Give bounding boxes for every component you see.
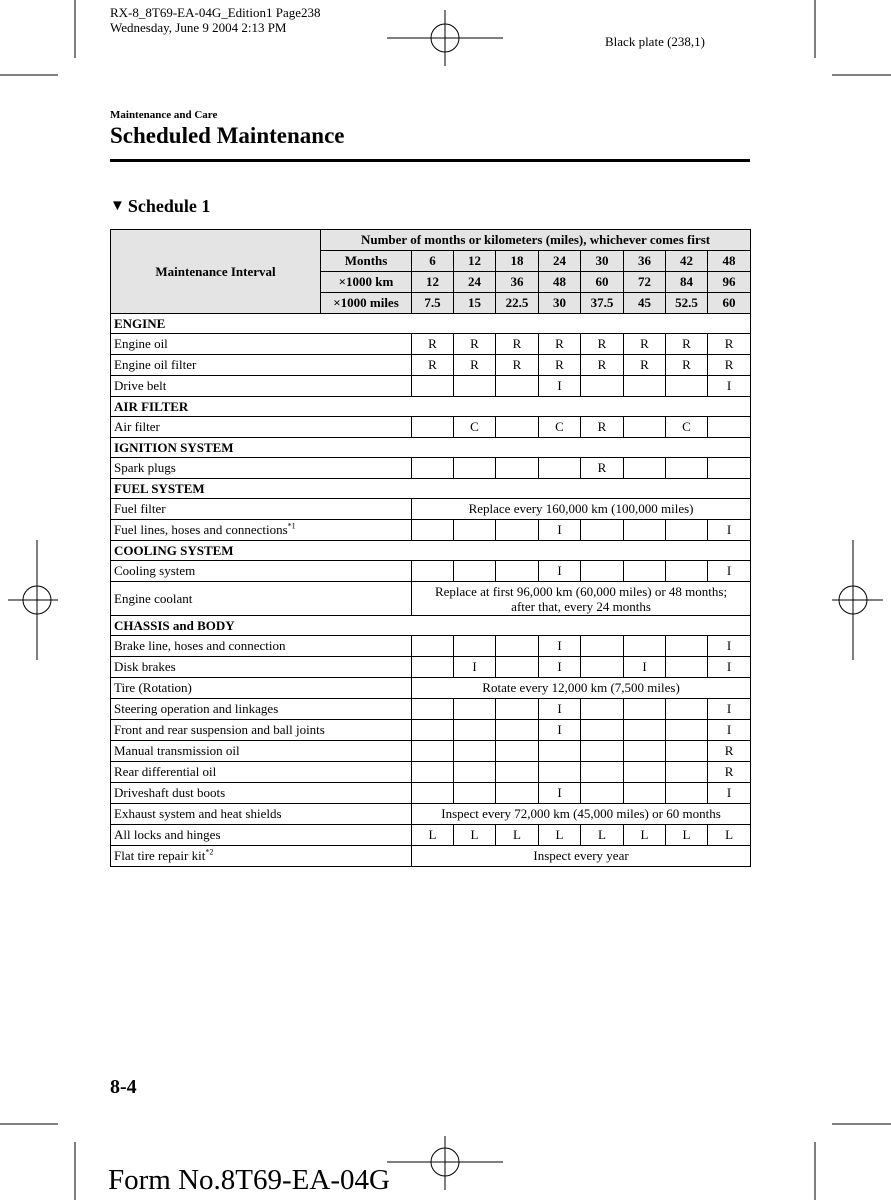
schedule-cell: R: [666, 334, 708, 355]
maintenance-item-label: Manual transmission oil: [114, 743, 240, 758]
schedule-cell: [624, 699, 666, 720]
schedule-cell: [666, 699, 708, 720]
maintenance-table: [110, 229, 751, 867]
schedule-cell: L: [454, 825, 496, 846]
schedule-cell: [708, 417, 751, 438]
interval-note-text: Replace every 160,000 km (100,000 miles): [468, 501, 694, 516]
schedule-cell: [581, 762, 624, 783]
schedule-cell: [454, 762, 496, 783]
maintenance-item-label: Fuel lines, hoses and connections: [114, 522, 288, 537]
maintenance-item-label: Engine coolant: [114, 590, 193, 606]
schedule-cell: [666, 561, 708, 582]
schedule-cell: [454, 376, 496, 397]
schedule-cell: [412, 376, 454, 397]
table-row: [111, 804, 751, 825]
maintenance-item-label: Air filter: [114, 419, 160, 434]
schedule-cell: [454, 561, 496, 582]
table-row: [111, 741, 751, 762]
maintenance-item: [111, 417, 412, 438]
category-label: AIR FILTER: [111, 397, 751, 417]
schedule-cell: [496, 376, 539, 397]
header-value: 42: [666, 251, 708, 272]
header-value: 48: [539, 272, 581, 293]
schedule-cell: R: [708, 741, 751, 762]
schedule-cell: R: [496, 334, 539, 355]
print-file-name: RX-8_8T69-EA-04G_Edition1 Page238: [110, 5, 321, 20]
schedule-cell: R: [454, 334, 496, 355]
schedule-cell: [412, 762, 454, 783]
schedule-heading: [110, 196, 210, 217]
print-timestamp: Wednesday, June 9 2004 2:13 PM: [110, 20, 287, 35]
schedule-cell: [496, 720, 539, 741]
schedule-cell: L: [666, 825, 708, 846]
schedule-cell: [581, 783, 624, 804]
schedule-cell: [581, 657, 624, 678]
schedule-cell: [412, 657, 454, 678]
schedule-cell: R: [454, 355, 496, 376]
title-divider: [110, 159, 750, 162]
schedule-cell: [581, 561, 624, 582]
schedule-cell: [581, 376, 624, 397]
table-row: [111, 458, 751, 479]
schedule-cell: [454, 699, 496, 720]
category-row: [111, 616, 751, 636]
schedule-cell: I: [539, 699, 581, 720]
schedule-cell: [412, 417, 454, 438]
header-value: 37.5: [581, 293, 624, 314]
schedule-cell: [496, 417, 539, 438]
plate-label: Black plate (238,1): [605, 34, 705, 49]
schedule-cell: L: [539, 825, 581, 846]
category-row: [111, 541, 751, 561]
footnote-marker: *2: [205, 847, 214, 857]
header-row-label: ×1000 km: [321, 272, 412, 293]
schedule-cell: [624, 458, 666, 479]
schedule-cell: R: [708, 355, 751, 376]
maintenance-item-label: Spark plugs: [114, 460, 176, 475]
category-row: [111, 397, 751, 417]
interval-note-text: Replace at first 96,000 km (60,000 miles) or 48 months;: [434, 583, 728, 599]
schedule-cell: R: [581, 334, 624, 355]
schedule-cell: I: [539, 561, 581, 582]
schedule-cell: I: [539, 783, 581, 804]
schedule-cell: [581, 699, 624, 720]
schedule-cell: [624, 561, 666, 582]
schedule-cell: [454, 520, 496, 541]
category-label: IGNITION SYSTEM: [111, 438, 751, 458]
schedule-cell: [624, 741, 666, 762]
header-value: 22.5: [496, 293, 539, 314]
schedule-cell: [412, 636, 454, 657]
header-value: 36: [624, 251, 666, 272]
maintenance-item: [111, 657, 412, 678]
schedule-cell: R: [539, 334, 581, 355]
category-label: CHASSIS and BODY: [111, 616, 751, 636]
table-row: [111, 720, 751, 741]
interval-note: [412, 678, 751, 699]
schedule-cell: [454, 783, 496, 804]
schedule-cell: [666, 636, 708, 657]
maintenance-item-label: Drive belt: [114, 378, 167, 393]
schedule-cell: [496, 520, 539, 541]
category-label: FUEL SYSTEM: [111, 479, 751, 499]
schedule-cell: I: [539, 520, 581, 541]
triangle-down-icon: ▼: [110, 198, 125, 214]
schedule-cell: [496, 636, 539, 657]
interval-note: [412, 804, 751, 825]
header-value: 24: [454, 272, 496, 293]
maintenance-item: [111, 762, 412, 783]
schedule-cell: R: [624, 355, 666, 376]
interval-top-header: Number of months or kilometers (miles), whichever comes first: [321, 230, 751, 251]
header-value: 24: [539, 251, 581, 272]
maintenance-item-label: Exhaust system and heat shields: [114, 806, 282, 821]
page-title: Scheduled Maintenance: [110, 123, 345, 148]
schedule-cell: [624, 636, 666, 657]
schedule-cell: [666, 520, 708, 541]
schedule-cell: I: [454, 657, 496, 678]
page-number: 8-4: [110, 1076, 137, 1098]
maintenance-item: [111, 636, 412, 657]
schedule-cell: [412, 741, 454, 762]
schedule-cell: [581, 520, 624, 541]
maintenance-item: [111, 458, 412, 479]
schedule-cell: I: [539, 636, 581, 657]
table-row: [111, 825, 751, 846]
schedule-cell: [581, 741, 624, 762]
maintenance-item-label: Engine oil: [114, 336, 168, 351]
schedule-cell: R: [581, 417, 624, 438]
maintenance-item-label: Engine oil filter: [114, 357, 197, 372]
table-row: [111, 520, 751, 541]
header-value: 12: [454, 251, 496, 272]
table-row: [111, 699, 751, 720]
schedule-cell: [666, 458, 708, 479]
table-header: [111, 230, 751, 314]
schedule-cell: C: [539, 417, 581, 438]
maintenance-item: [111, 804, 412, 825]
schedule-cell: [539, 741, 581, 762]
form-number: Form No.8T69-EA-04G: [108, 1164, 390, 1196]
maintenance-item: [111, 699, 412, 720]
category-label: ENGINE: [111, 314, 751, 334]
schedule-cell: R: [412, 334, 454, 355]
schedule-cell: [412, 783, 454, 804]
header-row-label: Months: [321, 251, 412, 272]
header-value: 18: [496, 251, 539, 272]
schedule-cell: L: [412, 825, 454, 846]
maintenance-item: [111, 741, 412, 762]
category-row: [111, 314, 751, 334]
table-row: [111, 762, 751, 783]
table-row: [111, 678, 751, 699]
maintenance-item-label: Tire (Rotation): [114, 680, 192, 695]
schedule-cell: I: [624, 657, 666, 678]
schedule-cell: I: [708, 699, 751, 720]
table-row: [111, 582, 751, 616]
maintenance-item-label: Front and rear suspension and ball joints: [114, 722, 325, 737]
header-value: 30: [539, 293, 581, 314]
maintenance-item-label: Fuel filter: [114, 501, 166, 516]
schedule-cell: R: [539, 355, 581, 376]
header-value: 6: [412, 251, 454, 272]
interval-note: [412, 582, 751, 616]
table-row: [111, 376, 751, 397]
schedule-cell: I: [708, 657, 751, 678]
schedule-cell: [624, 720, 666, 741]
maintenance-item: [111, 376, 412, 397]
schedule-cell: [496, 657, 539, 678]
schedule-cell: L: [624, 825, 666, 846]
schedule-cell: [496, 561, 539, 582]
schedule-cell: I: [539, 657, 581, 678]
interval-note-text: Rotate every 12,000 km (7,500 miles): [482, 680, 680, 695]
maintenance-item-label: Driveshaft dust boots: [114, 785, 226, 800]
schedule-cell: [412, 561, 454, 582]
table-body: [111, 314, 751, 867]
schedule-cell: [496, 783, 539, 804]
schedule-cell: [496, 458, 539, 479]
schedule-cell: [666, 376, 708, 397]
schedule-cell: I: [708, 520, 751, 541]
header-value: 96: [708, 272, 751, 293]
maintenance-item-label: Cooling system: [114, 563, 196, 578]
schedule-cell: I: [708, 376, 751, 397]
schedule-cell: [496, 762, 539, 783]
schedule-cell: [708, 458, 751, 479]
maintenance-item-label: Disk brakes: [114, 659, 176, 674]
schedule-cell: [539, 762, 581, 783]
schedule-cell: [666, 741, 708, 762]
maintenance-item: [111, 334, 412, 355]
header-value: 60: [708, 293, 751, 314]
header-value: 48: [708, 251, 751, 272]
interval-note-text: Inspect every 72,000 km (45,000 miles) or 60 months: [441, 806, 721, 821]
schedule-cell: [624, 762, 666, 783]
interval-note-text: Inspect every year: [533, 848, 629, 863]
maintenance-item: [111, 355, 412, 376]
header-value: 84: [666, 272, 708, 293]
header-value: 30: [581, 251, 624, 272]
header-value: 60: [581, 272, 624, 293]
table-row: [111, 355, 751, 376]
schedule-cell: L: [496, 825, 539, 846]
maintenance-item-label: Brake line, hoses and connection: [114, 638, 286, 653]
category-label: COOLING SYSTEM: [111, 541, 751, 561]
schedule-cell: [624, 520, 666, 541]
schedule-cell: [666, 720, 708, 741]
maintenance-item-label: Rear differential oil: [114, 764, 217, 779]
table-row: [111, 783, 751, 804]
maintenance-item: [111, 678, 412, 699]
schedule-cell: R: [581, 355, 624, 376]
schedule-cell: [624, 376, 666, 397]
interval-note: [412, 499, 751, 520]
maintenance-item-label: Flat tire repair kit: [114, 848, 206, 863]
schedule-cell: [496, 699, 539, 720]
schedule-cell: [581, 720, 624, 741]
schedule-cell: [581, 636, 624, 657]
schedule-cell: L: [708, 825, 751, 846]
table-row: [111, 561, 751, 582]
interval-note: [412, 846, 751, 867]
interval-note-text: after that, every 24 months: [511, 598, 651, 614]
section-label: Maintenance and Care: [110, 109, 218, 121]
header-value: 36: [496, 272, 539, 293]
table-row: [111, 499, 751, 520]
schedule-cell: [624, 417, 666, 438]
header-value: 12: [412, 272, 454, 293]
header-value: 72: [624, 272, 666, 293]
schedule-cell: [666, 657, 708, 678]
header-value: 45: [624, 293, 666, 314]
schedule-cell: C: [454, 417, 496, 438]
schedule-cell: [666, 762, 708, 783]
maintenance-item: [111, 825, 412, 846]
header-value: 52.5: [666, 293, 708, 314]
schedule-cell: R: [496, 355, 539, 376]
table-row: [111, 657, 751, 678]
schedule-cell: [412, 520, 454, 541]
schedule-cell: I: [708, 561, 751, 582]
schedule-cell: [624, 783, 666, 804]
schedule-cell: [412, 699, 454, 720]
schedule-cell: I: [708, 636, 751, 657]
schedule-cell: [412, 720, 454, 741]
schedule-cell: [666, 783, 708, 804]
schedule-cell: R: [412, 355, 454, 376]
maintenance-item: [111, 561, 412, 582]
schedule-cell: [496, 741, 539, 762]
schedule-cell: R: [624, 334, 666, 355]
maintenance-item: [111, 720, 412, 741]
schedule-cell: [539, 458, 581, 479]
header-row-label: ×1000 miles: [321, 293, 412, 314]
category-row: [111, 479, 751, 499]
maintenance-item-label: All locks and hinges: [114, 827, 221, 842]
maintenance-item: [111, 499, 412, 520]
schedule-cell: [454, 741, 496, 762]
schedule-cell: [412, 458, 454, 479]
schedule-cell: C: [666, 417, 708, 438]
schedule-cell: [454, 636, 496, 657]
schedule-cell: I: [539, 720, 581, 741]
schedule-cell: [454, 458, 496, 479]
maintenance-item-label: Steering operation and linkages: [114, 701, 279, 716]
schedule-heading-label: Schedule 1: [127, 196, 211, 216]
schedule-cell: R: [666, 355, 708, 376]
interval-header: Maintenance Interval: [111, 230, 321, 314]
maintenance-item: [111, 846, 412, 867]
schedule-cell: I: [708, 720, 751, 741]
schedule-cell: L: [581, 825, 624, 846]
maintenance-item: [111, 520, 412, 541]
table-row: [111, 636, 751, 657]
maintenance-item: [111, 783, 412, 804]
table-row: [111, 334, 751, 355]
maintenance-item: [111, 582, 412, 616]
header-value: 15: [454, 293, 496, 314]
category-row: [111, 438, 751, 458]
header-value: 7.5: [412, 293, 454, 314]
footnote-marker: *1: [287, 521, 296, 531]
schedule-cell: R: [708, 334, 751, 355]
schedule-cell: R: [581, 458, 624, 479]
schedule-cell: R: [708, 762, 751, 783]
schedule-cell: I: [708, 783, 751, 804]
table-row: [111, 417, 751, 438]
table-row: [111, 846, 751, 867]
schedule-cell: [454, 720, 496, 741]
schedule-cell: I: [539, 376, 581, 397]
